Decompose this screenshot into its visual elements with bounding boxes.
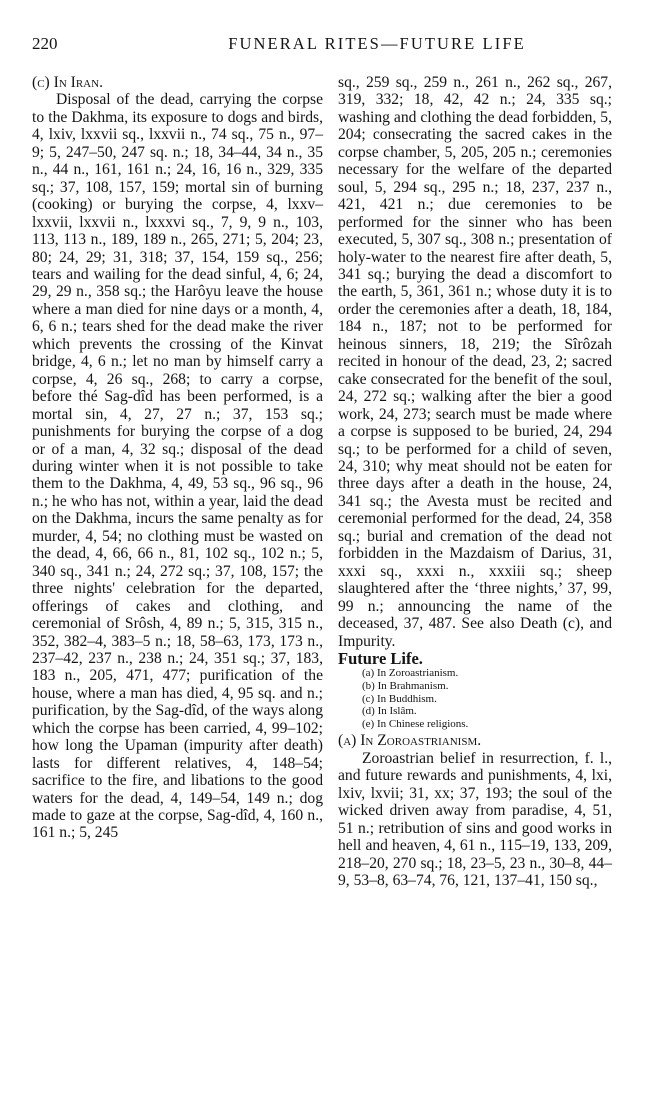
- index-entry-zoroastrianism: Zoroastrian belief in resurrection, f. l., and future rewards and punishments, 4, lxi, lxiv, lxvii; 31, xx; 37, 193; the soul of the wicked driven away from paradise, 4, 51, 51 n.; retribution of sins and good works in hell and heaven, 4, 61 n., 115–19, 133, 209, 218–20, 270 sq.; 18, 23–5, 23 n., 30–8, 44–9, 53–8, 63–74, 76, 121, 137–41, 150 sq.,: [338, 749, 612, 889]
- section-contents-list: [362, 667, 612, 730]
- index-entry-iran: Disposal of the dead, carrying the corpse to the Dakhma, its exposure to dogs and birds, 4, lxiv, lxxvii sq., lxxvii n., 74 sq., 75 n., 97–9; 5, 247–50, 247 sq. n.; 18, 34–44, 34 n., 35 n., 44 n., 161, 161 n.; 24, 16, 16 n., 329, 335 sq.; 37, 108, 157, 159; mortal sin of burning (cooking) or burying the corpse, 4, lxxv–lxxvii, lxxvii n., lxxxvi sq., 7, 9, 9 n., 103, 113, 113 n., 189, 189 n., 265, 271; 5, 204; 23, 80; 24, 29; 31, 318; 37, 154, 159 sq., 256; tears and wailing for the dead sinful, 4, 6; 24, 29, 29 n., 358 sq.; the Harôyu leave the house where a man died for nine days or a month, 4, 6, 6 n.; tears shed for the dead make the river which prevents the crossing of the Kinvat bridge, 4, 6 n.; let no man by himself carry a corpse, 4, 26 sq., 268; to carry a corpse, before thé Sag-dîd has been performed, is a mortal sin, 4, 27, 27 n.; 37, 153 sq.; punishments for burying the corpse of a dog or of a man, 4, 32 sq.; disposal of the dead during winter when it is not possible to take them to the Dakhma, 4, 49, 53 sq., 96 sq., 96 n.; he who has not, within a year, laid the dead on the Dakhma, incurs the same penalty as for murder, 4, 54; no clothing must be wasted on the dead, 4, 66, 66 n., 81, 102 sq., 102 n.; 5, 340 sq., 341 n.; 24, 272 sq.; 37, 108, 157; the three nights' celebration for the departed, offerings of cakes and clothing, and ceremonial of Srôsh, 4, 89 n.; 5, 315, 315 n., 352, 382–4, 383–5 n.; 18, 58–63, 173, 173 n., 237–42, 237 n., 238 n.; 24, 351 sq.; 37, 183, 183 n., 205, 471, 477; purification of the house, where a man has died, 4, 95 sq. and n.; purification, by the Sag-dîd, of the ways along which the corpse has been carried, 4, 99–102; how long the Upaman (impurity after death) lasts for different relatives, 4, 148–54; sacrifice to the fire, and libations to the good waters for the dead, 4, 149–54, 149 n.; dog made to gaze at the corpse, Sag-dîd, 4, 160 n., 161 n.; 5, 245: [32, 91, 323, 842]
- contents-item: (e) In Chinese religions.: [362, 717, 469, 730]
- right-column: [338, 74, 612, 889]
- section-heading-future-life: Future Life.: [338, 648, 423, 668]
- running-header: [32, 34, 610, 60]
- contents-item: (c) In Buddhism.: [362, 692, 437, 705]
- contents-item: (a) In Zoroastrianism.: [362, 667, 459, 680]
- running-title: FUNERAL RITES—FUTURE LIFE: [228, 34, 526, 53]
- index-entry-continuation: sq., 259 sq., 259 n., 261 n., 262 sq., 267, 319, 332; 18, 42, 42 n.; 24, 335 sq.; washing and clothing the dead forbidden, 5, 204; consecrating the sacred cakes in the corpse chamber, 5, 205, 205 n.; ceremonies necessary for the welfare of the departed soul, 5, 294 sq., 295 n.; 18, 237, 237 n., 421, 421 n.; due ceremonies to be performed for the sinner who has been executed, 5, 307 sq., 308 n.; presentation of holy-water to the nearest fire after death, 5, 341 sq.; burying the dead a discomfort to the earth, 5, 361, 361 n.; whose duty it is to order the ceremonies after a death, 18, 184, 184 n., 187; not to be performed for heinous sinners, 18, 219; the Sîrôzah recited in honour of the dead, 23, 2; sacred cake consecrated for the benefit of the soul, 24, 272 sq.; walking after the bier a good work, 24, 273; search must be made where a corpse is supposed to be buried, 24, 294 sq.; to be performed for a child of seven, 24, 310; why meat should not be eaten for three days after a death in the house, 24, 341 sq.; the Avesta must be recited and ceremonial performed for the dead, 24, 358 sq.; burial and cremation of the dead not forbidden in the Mazdaism of Darius, 31, xxxi sq., xxxi n., xxxiii sq.; sheep slaughtered after the ‘three nights,’ 37, 99, 99 n.; announcing the name of the deceased, 37, 487. See also Death (c), and Impurity.: [338, 74, 612, 650]
- left-column: [32, 74, 323, 842]
- contents-item: (d) In Islâm.: [362, 705, 417, 718]
- page-number: 220: [32, 34, 58, 53]
- subheading-iran: (c) In Iran.: [32, 74, 103, 91]
- subheading-zoroastrianism: (a) In Zoroastrianism.: [338, 732, 482, 750]
- contents-item: (b) In Brahmanism.: [362, 680, 449, 692]
